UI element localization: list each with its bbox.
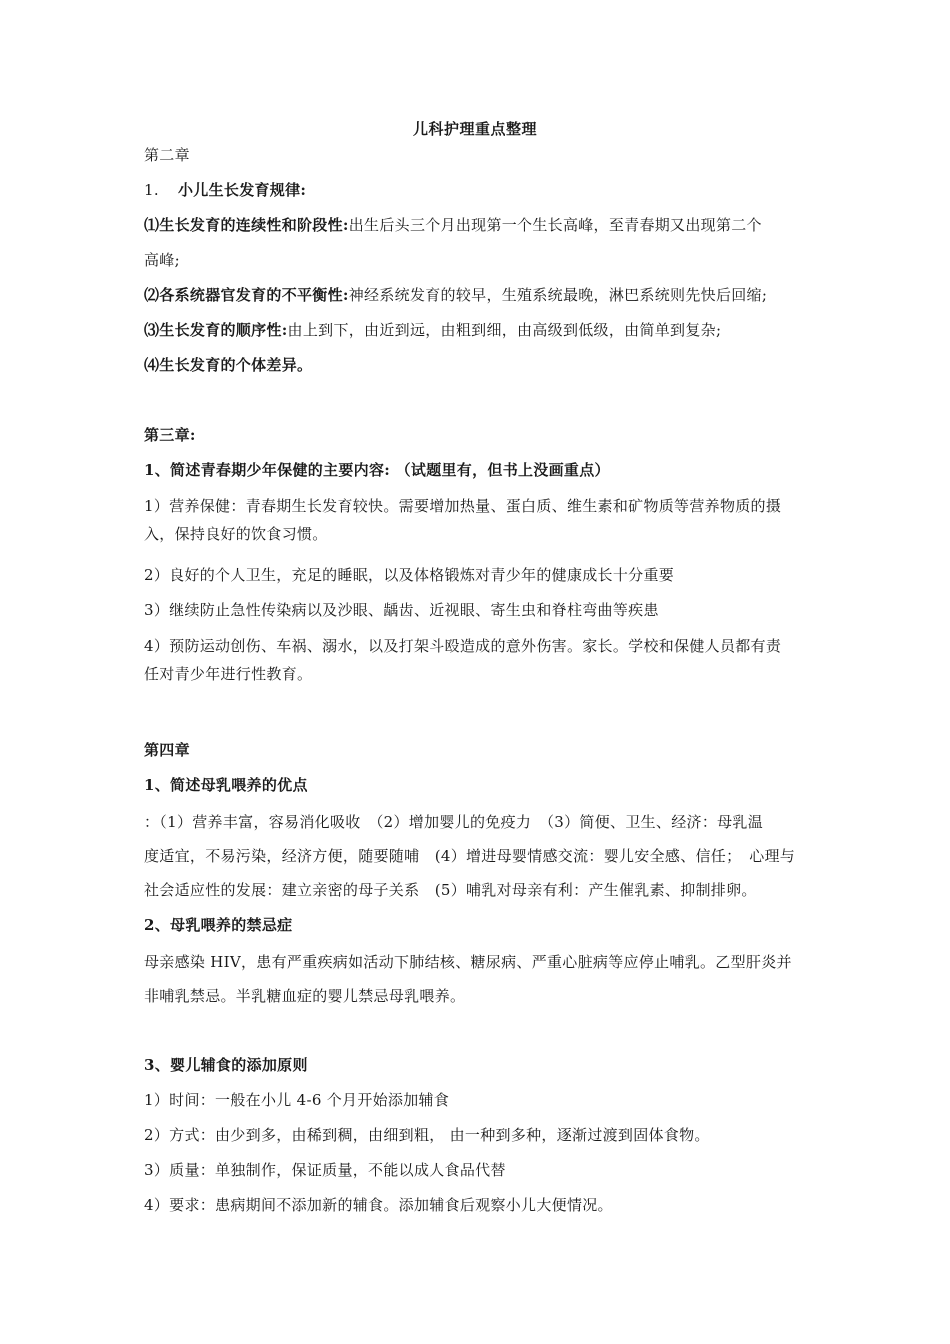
ch4-answer-3-item-3: 3）质量：单独制作，保证质量，不能以成人食品代替	[144, 1161, 506, 1179]
ch2-point-1-text: 出生后头三个月出现第一个生长高峰，至青春期又出现第二个	[348, 216, 762, 234]
ch2-point-4: ⑷生长发育的个体差异。	[144, 356, 313, 374]
ch3-answer-4-line-2: 任对青少年进行性教育。	[144, 665, 313, 683]
ch2-point-2-text: 神经系统发育的较早，生殖系统最晚，淋巴系统则先快后回缩;	[348, 286, 768, 304]
ch4-question-2: 2、母乳喂养的禁忌症	[144, 916, 293, 934]
ch4-answer-2-line-1: 母亲感染 HIV，患有严重疾病如活动下肺结核、糖尿病、严重心脏病等应停止哺乳。乙型肝炎并	[144, 953, 792, 971]
ch4-answer-3-item-1: 1）时间：一般在小儿 4-6 个月开始添加辅食	[144, 1091, 450, 1109]
ch3-answer-2: 2）良好的个人卫生，充足的睡眠，以及体格锻炼对青少年的健康成长十分重要	[144, 566, 675, 584]
ch4-answer-2-line-2: 非哺乳禁忌。半乳糖血症的婴儿禁忌母乳喂养。	[144, 987, 466, 1005]
ch3-answer-3: 3）继续防止急性传染病以及沙眼、龋齿、近视眼、寄生虫和脊柱弯曲等疾患	[144, 601, 659, 619]
ch2-point-3	[144, 320, 814, 340]
ch3-answer-1-line-2: 入，保持良好的饮食习惯。	[144, 525, 328, 543]
ch3-question-1: 1、简述青春期少年保健的主要内容: （试题里有，但书上没画重点）	[144, 461, 610, 479]
ch4-answer-3-item-4: 4）要求：患病期间不添加新的辅食。添加辅食后观察小儿大便情况。	[144, 1196, 613, 1214]
ch2-item-1	[144, 180, 814, 200]
ch4-answer-1-line-1: ：（1）营养丰富，容易消化吸收 （2）增加婴儿的免疫力 （3）简便、卫生、经济：母乳温	[144, 813, 764, 831]
ch2-point-1-label: ⑴生长发育的连续性和阶段性:	[144, 216, 349, 234]
ch3-answer-1-line-1: 1）营养保健：青春期生长发育较快。需要增加热量、蛋白质、维生素和矿物质等营养物质的摄	[144, 497, 782, 515]
ch2-item-1-title: 小儿生长发育规律:	[178, 181, 307, 199]
ch4-answer-3-item-2: 2）方式：由少到多，由稀到稠，由细到粗， 由一种到多种，逐渐过渡到固体食物。	[144, 1126, 710, 1144]
ch4-question-3: 3、婴儿辅食的添加原则	[144, 1056, 308, 1074]
ch2-point-2-label: ⑵各系统器官发育的不平衡性:	[144, 286, 349, 304]
chapter-3-heading: 第三章:	[144, 426, 196, 444]
ch2-point-1	[144, 215, 814, 235]
ch2-point-3-text: 由上到下，由近到远，由粗到细，由高级到低级，由简单到复杂;	[287, 321, 722, 339]
chapter-2-heading: 第二章	[144, 146, 190, 164]
ch4-question-1: 1、简述母乳喂养的优点	[144, 776, 308, 794]
ch3-answer-4-line-1: 4）预防运动创伤、车祸、溺水，以及打架斗殴造成的意外伤害。家长。学校和保健人员都有责	[144, 637, 782, 655]
ch4-answer-1-line-3: 社会适应性的发展：建立亲密的母子关系 (5）哺乳对母亲有利：产生催乳素、抑制排卵。	[144, 881, 757, 899]
document-title: 儿科护理重点整理	[412, 120, 537, 138]
ch4-answer-1-line-2: 度适宜，不易污染，经济方便，随要随哺 (4）增进母婴情感交流：婴儿安全感、信任； 心理与	[144, 847, 796, 865]
ch2-item-1-number: 1.	[144, 181, 159, 199]
chapter-4-heading: 第四章	[144, 741, 190, 759]
ch2-point-1-continued: 高峰;	[144, 251, 180, 269]
ch2-point-2	[144, 285, 814, 305]
ch2-point-3-label: ⑶生长发育的顺序性:	[144, 321, 288, 339]
